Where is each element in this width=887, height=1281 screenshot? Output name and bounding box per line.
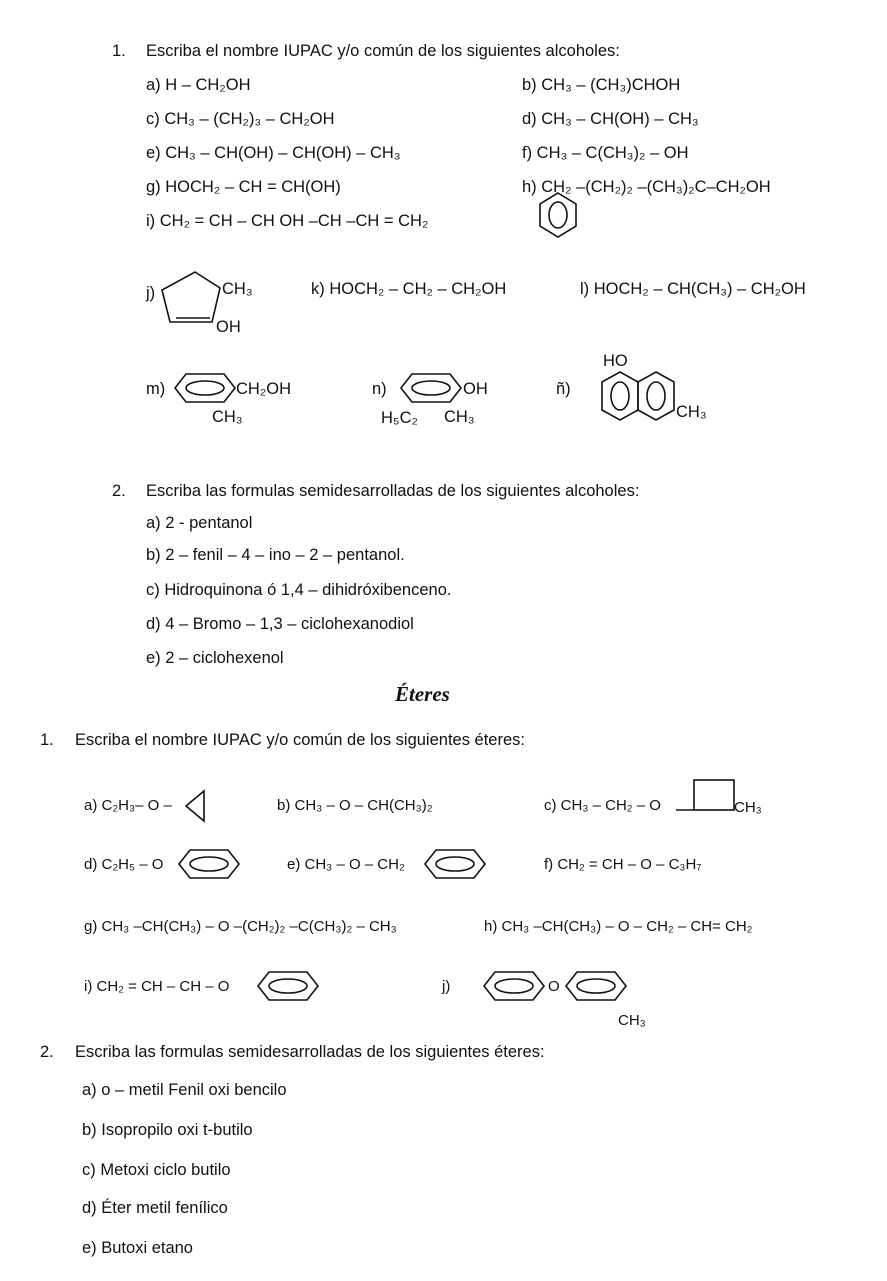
ether-item-j-label: j) [442,978,451,995]
question-text: Escriba las formulas semidesarrolladas de los siguientes alcoholes: [146,482,640,500]
ether-item-e: e) CH₃ – O – CH₂ [287,856,405,873]
item-i: i) CH₂ = CH – CH OH –CH –CH = CH₂ [146,212,429,230]
item-m-label: m) [146,380,166,398]
item-m-ch3: CH₃ [212,408,243,426]
ether-item-a: a) C₂H₃– O – [84,797,172,814]
item-h: h) CH₂ –(CH₂)₂ –(CH₃)₂C–CH₂OH [522,178,771,196]
benzene-ring-icon [257,971,319,1001]
question-text: Escriba las formulas semidesarrolladas de los siguientes éteres: [75,1043,545,1061]
item-l: l) HOCH₂ – CH(CH₃) – CH₂OH [580,280,806,298]
cyclopentene-ring-icon [160,268,224,332]
item-b: b) CH₃ – (CH₃)CHOH [522,76,681,94]
ether-item-i: i) CH₂ = CH – CH – O [84,978,230,995]
item-f: f) CH₃ – C(CH₃)₂ – OH [522,144,689,162]
list-item: d) 4 – Bromo – 1,3 – ciclohexanodiol [146,615,414,633]
ether-item-d: d) C₂H₅ – O [84,856,164,873]
question-number: 1. [112,42,126,60]
ether-item-c: c) CH₃ – CH₂ – O [544,797,661,814]
list-item: c) Hidroquinona ó 1,4 – dihidróxibenceno. [146,581,452,599]
item-c: c) CH₃ – (CH₂)₃ – CH₂OH [146,110,335,128]
item-j-label: j) [146,284,156,302]
ether-item-g: g) CH₃ –CH(CH₃) – O –(CH₂)₂ –C(CH₃)₂ – CH₃ [84,918,397,935]
item-nn-label: ñ) [556,380,571,398]
list-item: a) 2 - pentanol [146,514,253,532]
item-k: k) HOCH₂ – CH₂ – CH₂OH [311,280,507,298]
benzene-ring-icon [565,971,627,1001]
item-n-label: n) [372,380,387,398]
item-d: d) CH₃ – CH(OH) – CH₃ [522,110,699,128]
benzene-ring-icon [538,192,578,238]
question-text: Escriba el nombre IUPAC y/o común de los siguientes éteres: [75,731,525,749]
question-text: Escriba el nombre IUPAC y/o común de los siguientes alcoholes: [146,42,620,60]
item-m-ch2oh: CH₂OH [236,380,291,398]
list-item: e) Butoxi etano [82,1239,193,1257]
ether-item-b: b) CH₃ – O – CH(CH₃)₂ [277,797,433,814]
item-nn-ho: HO [603,352,628,370]
item-nn-ch3: CH₃ [676,403,707,421]
question-number: 1. [40,731,54,749]
item-a: a) H – CH₂OH [146,76,251,94]
cyclobutane-ring-icon [676,779,738,811]
naphthalene-ring-icon [600,371,678,421]
benzene-ring-icon [174,373,236,403]
item-n-oh: OH [463,380,488,398]
item-e: e) CH₃ – CH(OH) – CH(OH) – CH₃ [146,144,401,162]
list-item: d) Éter metil fenílico [82,1199,228,1217]
ether-item-c-ch3: CH₃ [734,799,762,816]
list-item: e) 2 – ciclohexenol [146,649,284,667]
list-item: b) 2 – fenil – 4 – ino – 2 – pentanol. [146,546,405,564]
section-title: Éteres [395,682,450,706]
item-n-h5c2: H₅C₂ [381,409,418,427]
benzene-ring-icon [400,373,462,403]
ether-item-j-ch3: CH₃ [618,1012,646,1029]
list-item: c) Metoxi ciclo butilo [82,1161,231,1179]
item-j-oh: OH [216,318,241,336]
list-item: b) Isopropilo oxi t-butilo [82,1121,253,1139]
ether-item-j-o: O [548,978,560,995]
list-item: a) o – metil Fenil oxi bencilo [82,1081,287,1099]
benzene-ring-icon [178,849,240,879]
item-g: g) HOCH₂ – CH = CH(OH) [146,178,341,196]
ether-item-h: h) CH₃ –CH(CH₃) – O – CH₂ – CH= CH₂ [484,918,753,935]
item-n-ch3: CH₃ [444,408,475,426]
cyclopropane-ring-icon [184,790,208,822]
question-number: 2. [40,1043,54,1061]
benzene-ring-icon [483,971,545,1001]
item-j-ch3: CH₃ [222,280,253,298]
ether-item-f: f) CH₂ = CH – O – C₃H₇ [544,856,702,873]
benzene-ring-icon [424,849,486,879]
question-number: 2. [112,482,126,500]
